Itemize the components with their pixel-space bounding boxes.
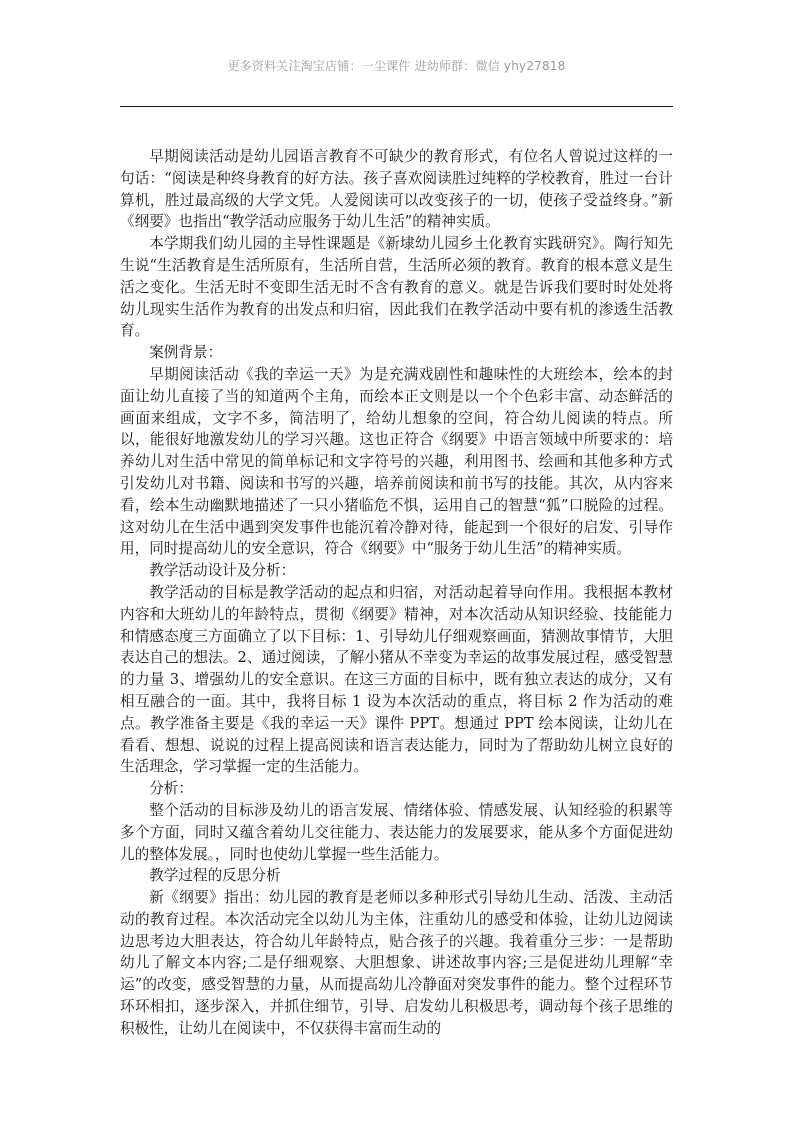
page-header: 更多资料关注淘宝店铺：一尘课件 进幼师群：微信 yhy27818 <box>227 59 566 73</box>
paragraph-intro: 早期阅读活动是幼儿园语言教育不可缺少的教育形式，有位名人曾说过这样的一句话：“阅读是种终身教育的好方法。孩子喜欢阅读胜过纯粹的学校教育，胜过一台计算机，胜过最高级的大学文凭。人爱阅读可以改变孩子的一切，使孩子受益终身。”新《纲要》也指出“教学活动应服务于幼儿生活”的精神实质。 <box>120 148 673 231</box>
section-heading-design: 教学活动设计及分析： <box>149 562 296 580</box>
header-divider <box>120 106 673 107</box>
paragraph-reflection: 新《纲要》指出：幼儿园的教育是老师以多种形式引导幼儿生动、活泼、主动活动的教育过程。本次活动完全以幼儿为主体，注重幼儿的感受和体验，让幼儿边阅读边思考边大胆表达，符合幼儿年龄特点，贴合孩子的兴趣。我着重分三步：一是帮助幼儿了解文本内容;二是仔细观察、大胆想象、讲述故事内容;三是促进幼儿理解“幸运”的改变，感受智慧的力量，从而提高幼儿冷静面对突发事件的能力。整个过程环节环环相扣，逐步深入，并抓住细节，引导、启发幼儿积极思考，调动每个孩子思维的积极性，让幼儿在阅读中，不仅获得丰富而生动的 <box>120 889 673 1037</box>
paragraph-design: 教学活动的目标是教学活动的起点和归宿，对活动起着导向作用。我根据本教材内容和大班幼儿的年龄特点，贯彻《纲要》精神，对本次活动从知识经验、技能能力和情感态度三方面确立了以下目标：1、引导幼儿仔细观察画面，猜测故事情节，大胆表达自己的想法。2、通过阅读，了解小猪从不幸变为幸运的故事发展过程，感受智慧的力量 3、增强幼儿的安全意识。在这三方面的目标中，既有独立表达的成分，又有相互融合的一面。其中，我将目标 1 设为本次活动的重点，将目标 2 作为活动的难点。教学准备主要是《我的幸运一天》课件 PPT。想通过 PPT 绘本阅读，让幼儿在看看、想想、说说的过程上提高阅读和语言表达能力，同时为了帮助幼儿树立良好的生活理念，学习掌握一定的生活能力。 <box>120 583 673 776</box>
paragraph-background: 早期阅读活动《我的幸运一天》为是充满戏剧性和趣味性的大班绘本，绘本的封面让幼儿直接了当的知道两个主角，而绘本正文则是以一个个色彩丰富、动态鲜活的画面来组成，文字不多，简洁明了，给幼儿想象的空间，符合幼儿阅读的特点。所以，能很好地激发幼儿的学习兴趣。这也正符合《纲要》中语言领域中所要求的：培养幼儿对生活中常见的简单标记和文字符号的兴趣，利用图书、绘画和其他多种方式引发幼儿对书籍、阅读和书写的兴趣，培养前阅读和前书写的技能。其次，从内容来看，绘本生动幽默地描述了一只小猪临危不惧，运用自己的智慧“狐”口脱险的过程。这对幼儿在生活中遇到突发事件也能沉着冷静对待，能起到一个很好的启发、引导作用，同时提高幼儿的安全意识，符合《纲要》中“服务于幼儿生活”的精神实质。 <box>120 365 673 558</box>
paragraph-analysis: 整个活动的目标涉及幼儿的语言发展、情绪体验、情感发展、认知经验的积累等多个方面，同时又蕴含着幼儿交往能力、表达能力的发展要求，能从多个方面促进幼儿的整体发展。，同时也使幼儿掌握一些生活能力。 <box>120 801 673 863</box>
document-body <box>120 146 673 1040</box>
section-heading-analysis: 分析： <box>149 780 193 798</box>
paragraph-topic: 本学期我们幼儿园的主导性课题是《新埭幼儿园乡土化教育实践研究》。陶行知先生说“生活教育是生活所原有，生活所自营，生活所必须的教育。教育的根本意义是生活之变化。生活无时不变即生活无时不含有教育的意义。就是告诉我们要时时处处将幼儿现实生活作为教育的出发点和归宿，因此我们在教学活动中要有机的渗透生活教育。 <box>120 235 673 340</box>
section-heading-reflection: 教学过程的反思分析 <box>149 867 281 885</box>
section-heading-background: 案例背景： <box>149 344 223 362</box>
